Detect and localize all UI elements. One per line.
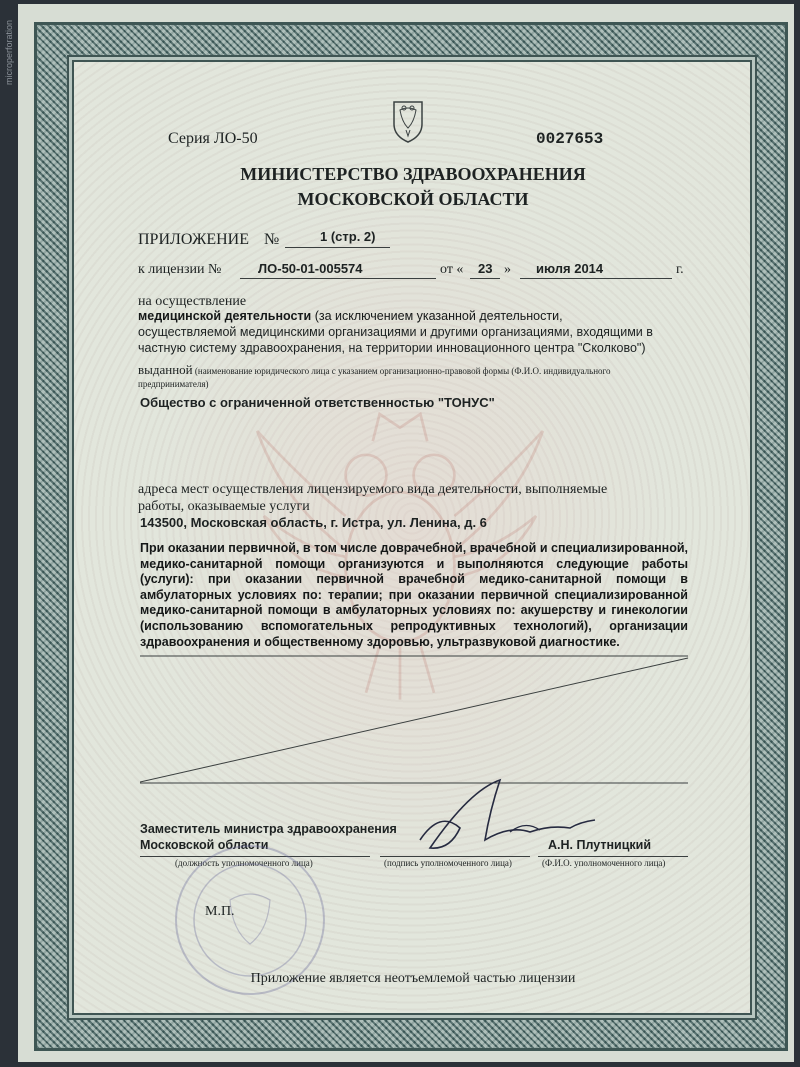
activity-line3: частную систему здравоохранения, на территории инновационного центра "Сколково") — [138, 341, 646, 355]
issued-label: выданной — [138, 362, 193, 377]
license-month-year: июля 2014 — [536, 261, 604, 276]
activity-label: на осуществление — [138, 294, 247, 309]
position-hint: (должность уполномоченного лица) — [175, 858, 313, 868]
activity-line1 — [138, 309, 563, 323]
signatory-position-line1: Заместитель министра здравоохранения — [140, 822, 397, 836]
handwritten-signature-icon — [380, 770, 610, 870]
activity-text-part1: (за исключением указанной деятельности, — [311, 309, 563, 323]
address-label-line2: работы, оказываемые услуги — [138, 499, 310, 514]
ministry-title-line2: МОСКОВСКОЙ ОБЛАСТИ — [297, 189, 529, 209]
activity-type: медицинской деятельности — [138, 309, 312, 323]
issued-line1 — [138, 362, 611, 378]
coat-of-arms-icon — [388, 96, 428, 144]
license-day: 23 — [478, 261, 493, 276]
services-description: При оказании первичной, в том числе доврачебной, врачебной и специализированной, медико-санитарной помощи организуются и выполняются следующие работы (услуги): при оказании первичной врачебной медико-санитарной помощи в амбулаторных условиях по: терапии; при оказании первичной специализированной медико-санитарной помощи в амбулаторных условиях по: акушерству и гинекологии (использованию вспомогательных репродуктивных технологий), организации здравоохранения и общественному здоровью, ультразвуковой диагностике. — [140, 541, 688, 649]
name-underline — [538, 856, 688, 857]
signatory-name: А.Н. Плутницкий — [548, 838, 652, 852]
address-value: 143500, Московская область, г. Истра, ул. Ленина, д. 6 — [140, 515, 487, 530]
organization-name: Общество с ограниченной ответственностью "ТОНУС" — [140, 395, 495, 410]
issued-hint-line1: (наименование юридического лица с указанием организационно-правовой формы (Ф.И.О. индивидуального — [192, 366, 611, 376]
document-number: 0027653 — [536, 130, 604, 148]
license-day-close-quote: » — [504, 262, 511, 277]
edge-label: microperforation — [4, 20, 14, 86]
signatory-position-line2: Московской области — [140, 838, 269, 852]
appendix-no-sign: № — [264, 231, 280, 248]
license-day-underline — [470, 278, 500, 279]
activity-line2: осуществляемой медицинскими организациями и другими организациями, входящими в — [138, 325, 653, 339]
signature-hint: (подпись уполномоченного лица) — [384, 858, 512, 868]
appendix-underline — [285, 247, 390, 248]
license-year-suffix: г. — [676, 262, 684, 277]
license-label: к лицензии № — [138, 262, 222, 277]
appendix-label: ПРИЛОЖЕНИЕ — [138, 231, 250, 248]
license-date-underline — [520, 278, 672, 279]
address-label-line1: адреса мест осуществления лицензируемого вида деятельности, выполняемые — [138, 482, 608, 497]
seal-label: М.П. — [205, 904, 235, 919]
license-from-label: от « — [440, 262, 464, 277]
footer-note: Приложение является неотъемлемой частью лицензии — [250, 971, 576, 986]
appendix-number: 1 (стр. 2) — [320, 229, 376, 244]
signature-underline — [380, 856, 530, 857]
issued-hint-line2: предпринимателя) — [138, 379, 209, 389]
series-label: Серия ЛО-50 — [168, 130, 258, 147]
blank-cancel-lines — [140, 650, 700, 790]
license-number: ЛО-50-01-005574 — [258, 261, 363, 276]
name-hint: (Ф.И.О. уполномоченного лица) — [542, 858, 666, 868]
license-number-underline — [240, 278, 436, 279]
ministry-title-line1: МИНИСТЕРСТВО ЗДРАВООХРАНЕНИЯ — [240, 164, 586, 184]
